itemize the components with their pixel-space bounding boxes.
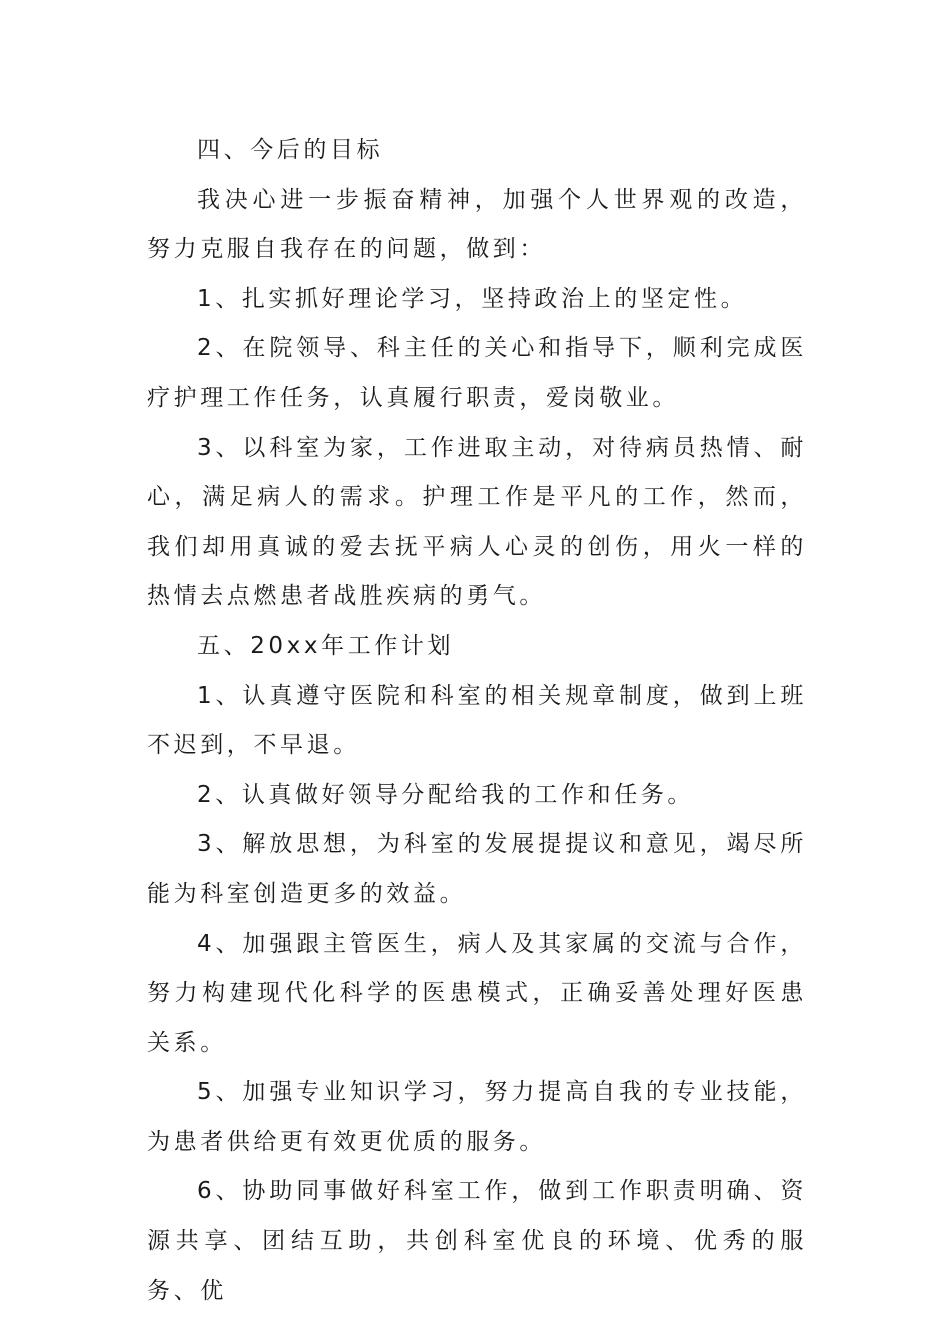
document-body: [147, 126, 807, 1316]
goal-item-1: 1、扎实抓好理论学习，坚持政治上的坚定性。: [197, 285, 748, 312]
plan-item-2: 2、认真做好领导分配给我的工作和任务。: [197, 781, 695, 808]
paragraph-resolution: 我决心进一步振奋精神，加强个人世界观的改造，努力克服自我存在的问题，做到：: [147, 186, 807, 263]
plan-item-4: 4、加强跟主管医生，病人及其家属的交流与合作，努力构建现代化科学的医患模式，正确妥善处理好医患关系。: [147, 930, 807, 1056]
plan-item-1: 1、认真遵守医院和科室的相关规章制度，做到上班不迟到，不早退。: [147, 682, 807, 759]
goal-item-3: 3、以科室为家，工作进取主动，对待病员热情、耐心，满足病人的需求。护理工作是平凡的工作，然而，我们却用真诚的爱去抚平病人心灵的创伤，用火一样的热情去点燃患者战胜疾病的勇气。: [147, 434, 807, 610]
section-heading-plan: 五、20xx年工作计划: [197, 632, 455, 659]
plan-item-5: 5、加强专业知识学习，努力提高自我的专业技能，为患者供给更有效更优质的服务。: [147, 1079, 807, 1155]
plan-item-3: 3、解放思想，为科室的发展提提议和意见，竭尽所能为科室创造更多的效益。: [147, 831, 807, 907]
goal-item-2: 2、在院领导、科主任的关心和指导下，顺利完成医疗护理工作任务，认真履行职责，爱岗敬业。: [147, 335, 807, 411]
section-heading-goals: 四、今后的目标: [197, 137, 384, 163]
plan-item-6: 6、协助同事做好科室工作，做到工作职责明确、资源共享、团结互助，共创科室优良的环境、优秀的服务、优: [147, 1178, 807, 1304]
